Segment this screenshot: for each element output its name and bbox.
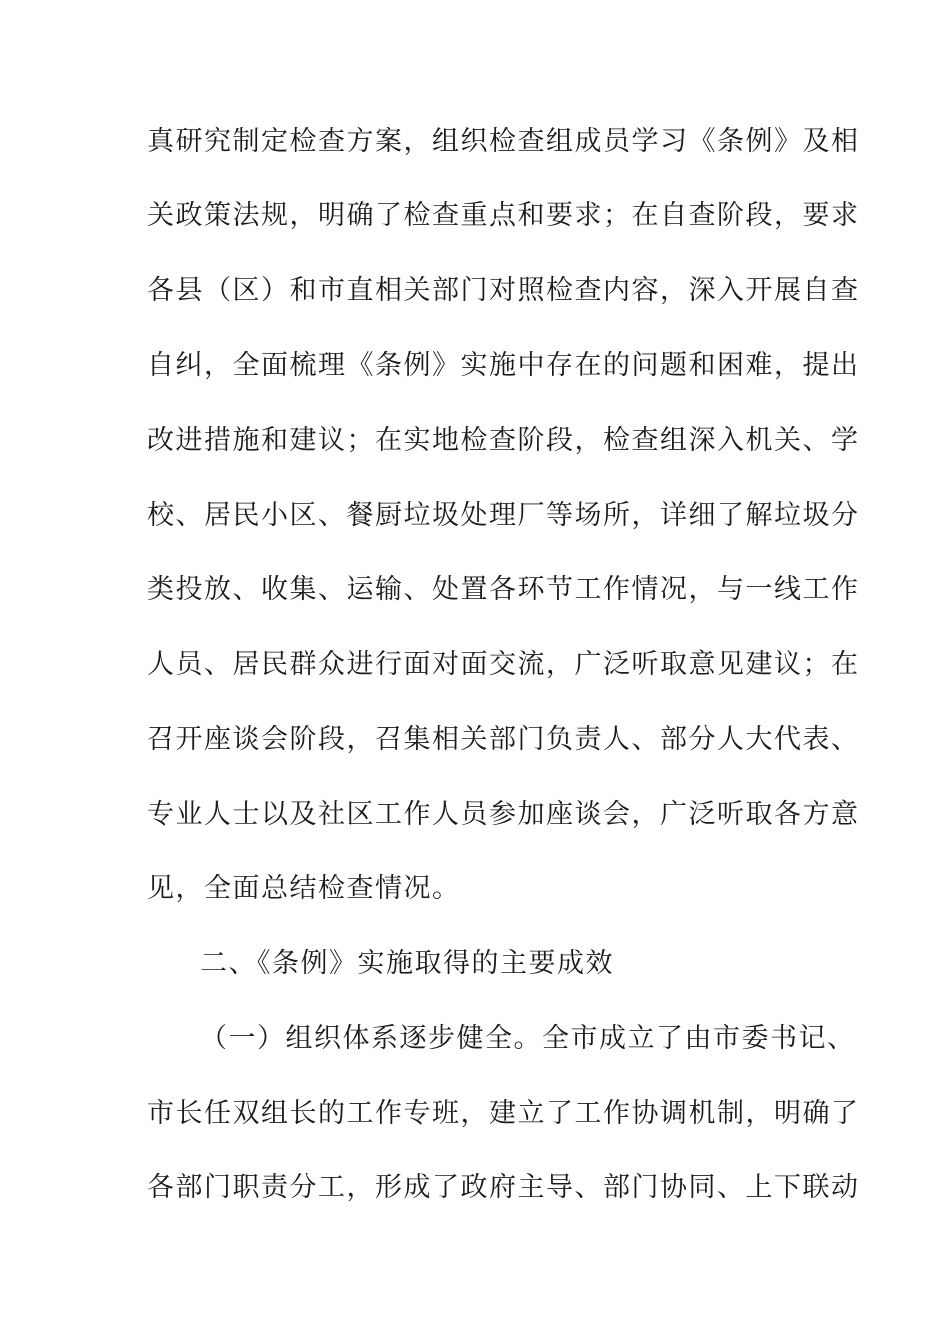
subsection-line: 市长任双组长的工作专班，建立了工作协调机制，明确了 — [147, 1098, 860, 1129]
paragraph-line: 召开座谈会阶段，召集相关部门负责人、部分人大代表、 — [147, 724, 860, 755]
section-heading: 二、《条例》实施取得的主要成效 — [200, 948, 614, 979]
paragraph-line: 人员、居民群众进行面对面交流，广泛听取意见建议；在 — [147, 649, 860, 680]
paragraph-line: 校、居民小区、餐厨垃圾处理厂等场所，详细了解垃圾分 — [147, 500, 860, 531]
subsection-line: （一）组织体系逐步健全。全市成立了由市委书记、 — [200, 1023, 856, 1054]
paragraph-line: 自纠，全面梳理《条例》实施中存在的问题和困难，提出 — [147, 350, 860, 381]
paragraph-line: 关政策法规，明确了检查重点和要求；在自查阶段，要求 — [147, 200, 860, 231]
paragraph-line: 专业人士以及社区工作人员参加座谈会，广泛听取各方意 — [147, 799, 860, 830]
paragraph-line-last: 见，全面总结检查情况。 — [147, 873, 461, 904]
subsection-line: 各部门职责分工，形成了政府主导、部门协同、上下联动 — [147, 1172, 860, 1203]
paragraph-line: 改进措施和建议；在实地检查阶段，检查组深入机关、学 — [147, 425, 860, 456]
paragraph-line: 真研究制定检查方案，组织检查组成员学习《条例》及相 — [147, 126, 860, 157]
paragraph-line: 各县（区）和市直相关部门对照检查内容，深入开展自查 — [147, 275, 860, 306]
paragraph-line: 类投放、收集、运输、处置各环节工作情况，与一线工作 — [147, 574, 860, 605]
